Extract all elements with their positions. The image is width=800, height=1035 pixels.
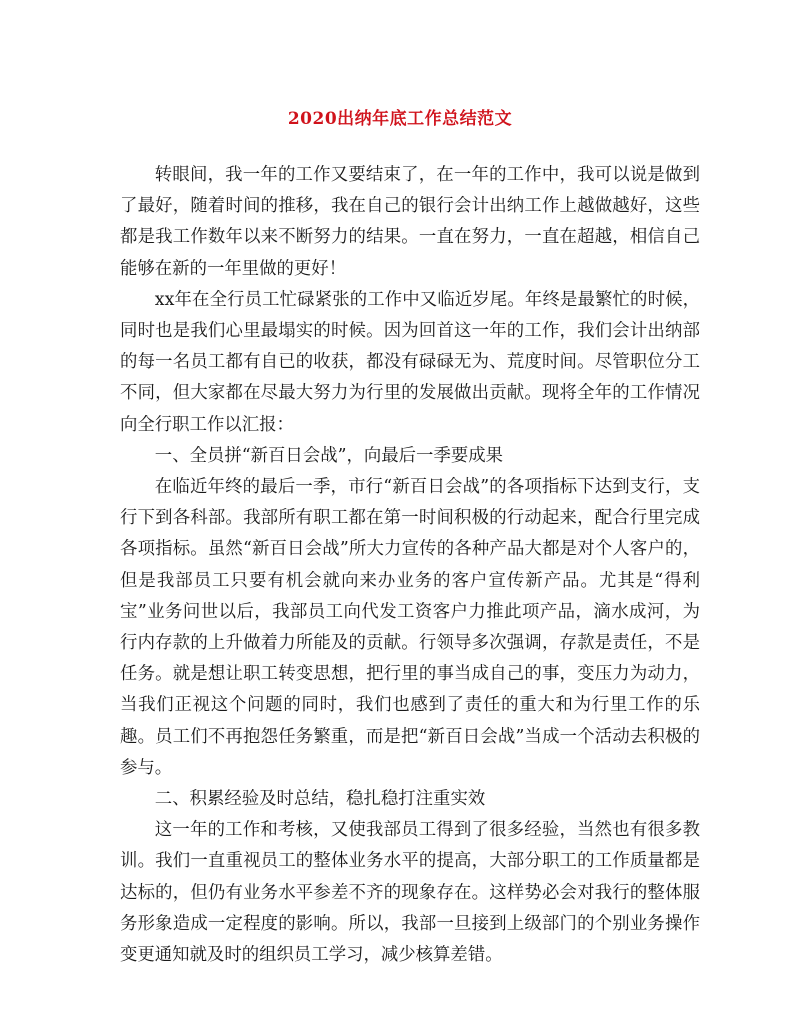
section-heading-2: 二、积累经验及时总结，稳扎稳打注重实效 [154, 789, 486, 810]
section-heading-1: 一、全员拼“新百日会战”，向最后一季要成果 [154, 445, 504, 466]
paragraph-section-1: 在临近年终的最后一季，市行“新百日会战”的各项指标下达到支行，支行下到各科部。我部所有职工都在第一时间积极的行动起来，配合行里完成各项指标。虽然“新百日会战”所大力宣传的各种产品大都是对个人客户的，但是我部员工只要有机会就向来办业务的客户宣传新产品。尤其是“得利宝”业务问世以后，我部员工向代发工资客户力推此项产品，滴水成河，为行内存款的上升做着力所能及的贡献。行领导多次强调，存款是责任，不是任务。就是想让职工转变思想，把行里的事当成自己的事，变压力为动力，当我们正视这个问题的同时，我们也感到了责任的重大和为行里工作的乐趣。员工们不再抱怨任务繁重，而是把“新百日会战”当成一个活动去积极的参与。 [120, 477, 700, 778]
document-title: 2020出纳年底工作总结范文 [287, 109, 513, 129]
document-body [120, 160, 700, 971]
paragraph-overview: xx年在全行员工忙碌紧张的工作中又临近岁尾。年终是最繁忙的时候，同时也是我们心里最塌实的时候。因为回首这一年的工作，我们会计出纳部的每一名员工都有自已的收获，都没有碌碌无为、荒度时间。尽管职位分工不同，但大家都在尽最大努力为行里的发展做出贡献。现将全年的工作情况向全行职工作以汇报： [120, 289, 700, 435]
paragraph-intro: 转眼间，我一年的工作又要结束了，在一年的工作中，我可以说是做到了最好，随着时间的推移，我在自己的银行会计出纳工作上越做越好，这些都是我工作数年以来不断努力的结果。一直在努力，一直在超越，相信自己能够在新的一年里做的更好！ [120, 165, 700, 279]
paragraph-section-2: 这一年的工作和考核，又使我部员工得到了很多经验，当然也有很多教训。我们一直重视员工的整体业务水平的提高，大部分职工的工作质量都是达标的，但仍有业务水平参差不齐的现象存在。这样势必会对我行的整体服务形象造成一定程度的影响。所以，我部一旦接到上级部门的个别业务操作变更通知就及时的组织员工学习，减少核算差错。 [120, 820, 700, 966]
